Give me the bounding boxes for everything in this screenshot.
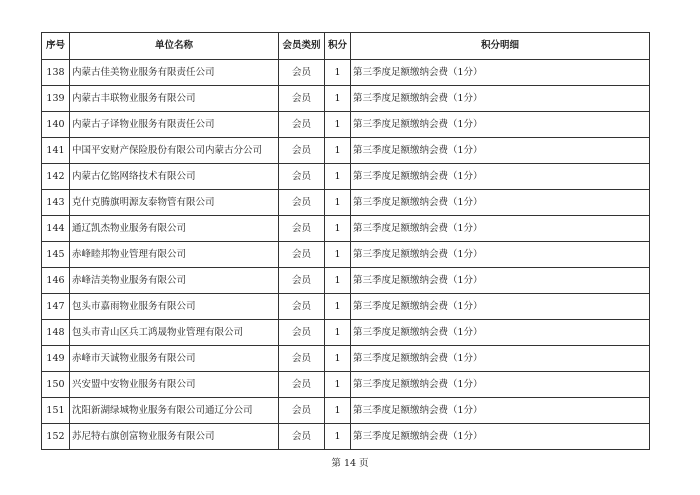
cell-points-detail: 第三季度足额缴纳会费（1分） bbox=[351, 242, 650, 268]
cell-member-type: 会员 bbox=[279, 112, 325, 138]
cell-points: 1 bbox=[325, 60, 351, 86]
cell-points: 1 bbox=[325, 86, 351, 112]
table-row bbox=[42, 346, 650, 372]
cell-unit-name: 内蒙古亿铭网络技术有限公司 bbox=[70, 164, 279, 190]
cell-index: 145 bbox=[42, 242, 70, 268]
cell-index: 147 bbox=[42, 294, 70, 320]
cell-member-type: 会员 bbox=[279, 320, 325, 346]
cell-index: 140 bbox=[42, 112, 70, 138]
cell-member-type: 会员 bbox=[279, 60, 325, 86]
table-row bbox=[42, 268, 650, 294]
cell-points: 1 bbox=[325, 294, 351, 320]
cell-unit-name: 赤峰洁美物业服务有限公司 bbox=[70, 268, 279, 294]
cell-index: 141 bbox=[42, 138, 70, 164]
cell-unit-name: 内蒙古子译物业服务有限责任公司 bbox=[70, 112, 279, 138]
cell-points-detail: 第三季度足额缴纳会费（1分） bbox=[351, 164, 650, 190]
cell-index: 139 bbox=[42, 86, 70, 112]
cell-points: 1 bbox=[325, 398, 351, 424]
table-row bbox=[42, 60, 650, 86]
cell-points: 1 bbox=[325, 190, 351, 216]
cell-points-detail: 第三季度足额缴纳会费（1分） bbox=[351, 398, 650, 424]
cell-unit-name: 中国平安财产保险股份有限公司内蒙古分公司 bbox=[70, 138, 279, 164]
cell-points-detail: 第三季度足额缴纳会费（1分） bbox=[351, 424, 650, 450]
cell-member-type: 会员 bbox=[279, 424, 325, 450]
cell-points: 1 bbox=[325, 268, 351, 294]
header-points-detail: 积分明细 bbox=[351, 33, 650, 60]
cell-member-type: 会员 bbox=[279, 294, 325, 320]
cell-points: 1 bbox=[325, 112, 351, 138]
cell-points-detail: 第三季度足额缴纳会费（1分） bbox=[351, 60, 650, 86]
table-row bbox=[42, 294, 650, 320]
table-row bbox=[42, 320, 650, 346]
cell-member-type: 会员 bbox=[279, 216, 325, 242]
table-row bbox=[42, 398, 650, 424]
cell-points-detail: 第三季度足额缴纳会费（1分） bbox=[351, 112, 650, 138]
table-row bbox=[42, 86, 650, 112]
cell-unit-name: 通辽凯杰物业服务有限公司 bbox=[70, 216, 279, 242]
cell-member-type: 会员 bbox=[279, 268, 325, 294]
cell-index: 151 bbox=[42, 398, 70, 424]
cell-points-detail: 第三季度足额缴纳会费（1分） bbox=[351, 294, 650, 320]
cell-points-detail: 第三季度足额缴纳会费（1分） bbox=[351, 346, 650, 372]
cell-unit-name: 赤峰市天诚物业服务有限公司 bbox=[70, 346, 279, 372]
cell-unit-name: 沈阳新湖绿城物业服务有限公司通辽分公司 bbox=[70, 398, 279, 424]
cell-member-type: 会员 bbox=[279, 190, 325, 216]
cell-points-detail: 第三季度足额缴纳会费（1分） bbox=[351, 216, 650, 242]
table-header-row bbox=[42, 33, 650, 60]
cell-unit-name: 兴安盟中安物业服务有限公司 bbox=[70, 372, 279, 398]
cell-member-type: 会员 bbox=[279, 86, 325, 112]
cell-points: 1 bbox=[325, 242, 351, 268]
cell-member-type: 会员 bbox=[279, 138, 325, 164]
cell-unit-name: 克什克腾旗明源友泰物管有限公司 bbox=[70, 190, 279, 216]
cell-unit-name: 内蒙古丰联物业服务有限公司 bbox=[70, 86, 279, 112]
cell-points: 1 bbox=[325, 138, 351, 164]
cell-points-detail: 第三季度足额缴纳会费（1分） bbox=[351, 320, 650, 346]
cell-points-detail: 第三季度足额缴纳会费（1分） bbox=[351, 190, 650, 216]
table-row bbox=[42, 190, 650, 216]
cell-points: 1 bbox=[325, 372, 351, 398]
table-row bbox=[42, 242, 650, 268]
cell-index: 150 bbox=[42, 372, 70, 398]
cell-member-type: 会员 bbox=[279, 242, 325, 268]
cell-member-type: 会员 bbox=[279, 164, 325, 190]
cell-index: 146 bbox=[42, 268, 70, 294]
cell-points: 1 bbox=[325, 346, 351, 372]
cell-member-type: 会员 bbox=[279, 346, 325, 372]
cell-index: 142 bbox=[42, 164, 70, 190]
table-row bbox=[42, 372, 650, 398]
cell-points: 1 bbox=[325, 424, 351, 450]
cell-index: 138 bbox=[42, 60, 70, 86]
cell-points-detail: 第三季度足额缴纳会费（1分） bbox=[351, 86, 650, 112]
table-row bbox=[42, 112, 650, 138]
cell-index: 149 bbox=[42, 346, 70, 372]
cell-unit-name: 包头市青山区兵工鸿晟物业管理有限公司 bbox=[70, 320, 279, 346]
cell-index: 152 bbox=[42, 424, 70, 450]
header-points: 积分 bbox=[325, 33, 351, 60]
cell-unit-name: 苏尼特右旗创富物业服务有限公司 bbox=[70, 424, 279, 450]
table-row bbox=[42, 138, 650, 164]
header-index: 序号 bbox=[42, 33, 70, 60]
table-row bbox=[42, 424, 650, 450]
header-member-type: 会员类别 bbox=[279, 33, 325, 60]
points-table bbox=[41, 32, 650, 450]
cell-points: 1 bbox=[325, 164, 351, 190]
cell-points-detail: 第三季度足额缴纳会费（1分） bbox=[351, 372, 650, 398]
cell-member-type: 会员 bbox=[279, 398, 325, 424]
cell-points: 1 bbox=[325, 320, 351, 346]
cell-points: 1 bbox=[325, 216, 351, 242]
cell-unit-name: 内蒙古佳美物业服务有限责任公司 bbox=[70, 60, 279, 86]
cell-points-detail: 第三季度足额缴纳会费（1分） bbox=[351, 268, 650, 294]
cell-member-type: 会员 bbox=[279, 372, 325, 398]
cell-index: 144 bbox=[42, 216, 70, 242]
page-number: 第 14 页 bbox=[331, 458, 369, 469]
cell-index: 148 bbox=[42, 320, 70, 346]
cell-index: 143 bbox=[42, 190, 70, 216]
header-unit-name: 单位名称 bbox=[70, 33, 279, 60]
cell-unit-name: 包头市嘉雨物业服务有限公司 bbox=[70, 294, 279, 320]
cell-unit-name: 赤峰睦邦物业管理有限公司 bbox=[70, 242, 279, 268]
table-row bbox=[42, 164, 650, 190]
table-row bbox=[42, 216, 650, 242]
cell-points-detail: 第三季度足额缴纳会费（1分） bbox=[351, 138, 650, 164]
